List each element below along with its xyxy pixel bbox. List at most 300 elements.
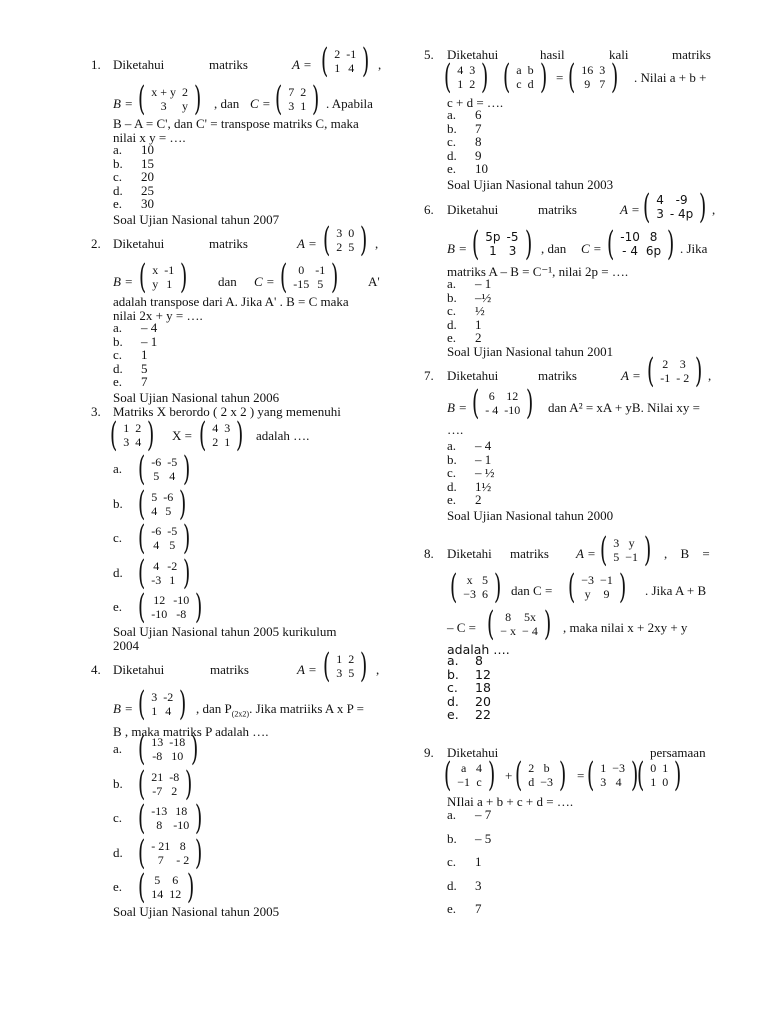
matrix-cell: 2 — [182, 85, 189, 99]
matrix-cell: -1 — [164, 263, 175, 277]
matrix-cell: -5 — [506, 230, 519, 244]
matrix-cell: 1 — [334, 61, 341, 75]
matrix-cell: 3 — [123, 435, 130, 449]
paren-right: ) — [183, 518, 191, 558]
paren-left: ( — [137, 763, 146, 804]
matrix-cell: − x — [500, 624, 517, 638]
option-value: 2 — [475, 492, 482, 508]
matrix-cell: 2 — [469, 77, 476, 91]
paren-left: ( — [198, 415, 207, 455]
word-jika: . Jika — [680, 241, 708, 256]
matrix-a — [640, 187, 710, 227]
matrix-cell: -13 — [151, 804, 168, 818]
paren-left: ( — [137, 867, 146, 907]
question-text-line: nilai x y = …. — [113, 130, 186, 145]
matrix-b — [136, 257, 191, 297]
matrix-cell: y — [628, 536, 635, 550]
option-letter: b. — [113, 333, 123, 349]
matrix-cell: -10 — [173, 818, 190, 832]
matrix-cell: b — [543, 761, 550, 775]
matrix-cell: d — [528, 775, 535, 789]
question-text-line: NIlai a + b + c + d = …. — [447, 794, 574, 809]
option-value: – 4 — [141, 320, 158, 335]
matrix-table — [454, 761, 485, 789]
paren-right: ) — [147, 415, 155, 455]
matrix-cell: 5 — [348, 666, 355, 680]
word-adalah: adalah …. — [256, 428, 310, 443]
question-number: 8. — [424, 546, 434, 561]
option — [447, 879, 482, 893]
matrix-cell: 1 — [600, 761, 607, 775]
matrix-2 — [500, 57, 550, 97]
comma: , — [712, 202, 716, 217]
paren-left: ( — [322, 646, 331, 686]
matrix-cell: -2 — [167, 558, 178, 573]
option-value: 8 — [475, 653, 483, 668]
option-matrix — [135, 832, 206, 873]
option-value: 8 — [475, 134, 482, 150]
paren-right: ) — [526, 383, 534, 423]
matrix-cell: −1 — [457, 775, 471, 789]
word-kali: kali — [609, 47, 629, 62]
paren-left: ( — [137, 552, 146, 593]
matrix-cell: −1 — [625, 550, 639, 564]
matrix-cell: 5 — [165, 503, 172, 518]
paren-left: ( — [137, 518, 146, 558]
paren-right: ) — [360, 646, 368, 686]
paren-left: ( — [502, 57, 511, 97]
matrix-cell: 14 — [151, 887, 164, 901]
matrix-cell: 8 — [505, 610, 512, 624]
matrix-table — [525, 761, 556, 789]
paren-right: ) — [488, 755, 496, 795]
matrix-1 — [441, 755, 498, 795]
word-diketahui: Diketahui — [447, 368, 499, 383]
option-letter: c. — [447, 854, 457, 869]
paren-right: ) — [559, 755, 567, 795]
option — [447, 832, 491, 846]
option — [447, 493, 482, 507]
option-letter: c. — [113, 810, 123, 825]
matrix-cell: 8 — [156, 818, 163, 832]
paren-right: ) — [195, 798, 203, 838]
option-matrix — [135, 449, 194, 489]
matrix-c-label: dan C = — [511, 583, 553, 598]
matrix-cell: 1 — [650, 775, 657, 789]
question-text-line: nilai 2x + y = …. — [113, 308, 203, 323]
matrix-cell: 3 — [151, 690, 158, 704]
option — [113, 763, 196, 804]
word-matriks: matriks — [538, 202, 577, 217]
option-value: – 5 — [475, 830, 492, 846]
matrix-cell: 1 — [662, 761, 669, 775]
paren-right: ) — [183, 552, 191, 593]
matrix-table — [148, 593, 192, 621]
matrix-a — [320, 220, 371, 260]
matrix-cell: 1 — [300, 99, 307, 113]
matrix-cell: 4 — [476, 761, 483, 775]
matrix-cell: -1 — [315, 263, 326, 277]
question-number: 1. — [91, 57, 101, 72]
word-diketahui: Diketahui — [113, 236, 165, 251]
option-value: 1 — [475, 316, 482, 332]
matrix-table — [513, 63, 536, 91]
word-apabila: . Apabila — [326, 96, 373, 111]
paren-right: ) — [631, 755, 639, 795]
matrix-cell: 1 — [169, 572, 176, 587]
question-text-line: Matriks X berordo ( 2 x 2 ) yang memenuhi — [113, 404, 341, 419]
matrix-cell: -5 — [167, 455, 178, 469]
matrix-cell: 2 — [336, 240, 343, 254]
option — [447, 162, 488, 176]
paren-right: ) — [236, 415, 244, 455]
matrix-right — [196, 415, 247, 455]
matrix-cell: 5p — [485, 230, 501, 244]
matrix-table — [148, 873, 184, 901]
option-value: –½ — [475, 289, 492, 305]
word-diketahui: Diketahui — [447, 202, 499, 217]
matrix-cell: y — [182, 99, 189, 113]
matrix-cell: 3 — [613, 536, 620, 550]
matrix-cell: 12 — [169, 887, 182, 901]
matrix-cell: 1 — [489, 244, 497, 258]
matrix-cell: 5 — [169, 538, 176, 552]
word-matriks: matriks — [538, 368, 577, 383]
matrix-cell: −3 — [540, 775, 554, 789]
matrix-cell: - 4p — [669, 207, 694, 221]
word-matriks: matriks — [210, 662, 249, 677]
option-letter: c. — [113, 169, 123, 185]
matrix-cell: 5 — [317, 277, 324, 291]
option-value: ½ — [475, 303, 485, 319]
matrix-table — [653, 193, 696, 221]
option-letter: d. — [447, 147, 457, 163]
matrix-cell: 8 — [179, 838, 186, 853]
paren-right: ) — [187, 867, 195, 907]
matrix-cell: c — [476, 775, 482, 789]
word-diketahi: Diketahi — [447, 546, 492, 561]
option-value: – 1 — [475, 276, 492, 291]
matrix-table — [333, 652, 357, 680]
option-value: 12 — [475, 666, 491, 682]
matrix-cell: 13 — [151, 735, 164, 749]
option-matrix — [135, 729, 202, 769]
option-letter: d. — [113, 564, 123, 580]
option-letter: c. — [447, 680, 458, 696]
option — [113, 518, 194, 558]
matrix-cell: -3 — [151, 572, 162, 587]
matrix-table — [148, 524, 180, 552]
matrix-cell: 9 — [603, 587, 610, 601]
matrix-a-label: A = — [292, 57, 312, 72]
paren-left: ( — [109, 415, 118, 455]
matrix-cell: -8 — [152, 749, 163, 763]
word-dan: , dan — [541, 241, 567, 256]
matrix-cell: 3 — [599, 63, 606, 77]
paren-right: ) — [667, 224, 675, 264]
option-value: 1 — [475, 854, 482, 869]
option-matrix — [135, 867, 198, 907]
matrix-table — [647, 761, 671, 789]
option-letter: c. — [447, 134, 457, 150]
matrix-cell: 0 — [298, 263, 305, 277]
option — [113, 197, 154, 211]
option-matrix — [135, 518, 194, 558]
option-letter: d. — [447, 478, 457, 494]
plus-sign: + — [505, 768, 513, 783]
matrix-cell: -2 — [163, 690, 174, 704]
matrix-c-label: C = — [581, 241, 602, 256]
option-value: 10 — [475, 161, 488, 177]
option-value: 7 — [475, 120, 482, 136]
question-text-line: adalah …. — [447, 642, 510, 657]
option-value: 7 — [475, 901, 482, 916]
matrix-b — [135, 79, 204, 119]
matrix-table — [148, 690, 176, 718]
paren-right: ) — [539, 57, 547, 97]
matrix-cell: 3 — [508, 244, 517, 258]
x-equals: X = — [172, 428, 192, 443]
matrix-table — [285, 85, 309, 113]
option — [113, 729, 202, 769]
matrix-c — [604, 224, 677, 264]
source-note: Soal Ujian Nasional tahun 2006 — [113, 390, 280, 405]
question-text-line: – C = — [447, 620, 477, 635]
matrix-a — [597, 530, 654, 570]
matrix-cell: 5 — [153, 469, 160, 483]
matrix-cell: 2 — [212, 435, 219, 449]
option-letter: b. — [113, 775, 123, 791]
option-matrix — [135, 587, 206, 627]
matrix-cell: −3 — [581, 573, 595, 587]
option-value: 20 — [141, 169, 154, 185]
comma: , — [376, 662, 380, 677]
matrix-cell: -10 — [504, 403, 521, 417]
equals-sign: = — [577, 768, 585, 783]
option — [447, 808, 491, 822]
option-letter: a. — [447, 276, 457, 291]
matrix-cell: c — [516, 77, 522, 91]
matrix-a-label: A = — [576, 546, 596, 561]
matrix-cell: - 4 — [485, 403, 499, 417]
paren-right: ) — [312, 79, 320, 119]
option-value: 2 — [475, 330, 482, 346]
option-letter: d. — [113, 360, 123, 376]
paren-right: ) — [185, 763, 193, 804]
option-letter: e. — [113, 599, 123, 614]
paren-left: ( — [137, 79, 146, 119]
matrix-cell: 7 — [599, 77, 606, 91]
option-letter: b. — [447, 289, 457, 305]
paren-right: ) — [618, 567, 627, 607]
matrix-cell: -9 — [675, 193, 688, 207]
paren-left: ( — [138, 257, 147, 297]
source-note: Soal Ujian Nasional tahun 2007 — [113, 212, 280, 227]
word-dan: dan — [218, 274, 237, 289]
matrix-table — [333, 226, 357, 254]
option — [447, 902, 482, 916]
matrix-left — [107, 415, 158, 455]
option-value: – 7 — [475, 807, 492, 822]
matrix-table — [460, 573, 491, 601]
matrix-table — [148, 559, 180, 587]
source-note: Soal Ujian Nasional tahun 2000 — [447, 508, 614, 523]
paren-left: ( — [279, 257, 288, 297]
source-note: Soal Ujian Nasional tahun 2005 kurikulum — [113, 624, 337, 639]
matrix-b — [447, 567, 504, 607]
matrix-table — [331, 47, 359, 75]
option-letter: b. — [447, 120, 457, 136]
option-value: 15 — [141, 155, 154, 171]
paren-right: ) — [674, 755, 682, 795]
source-note: Soal Ujian Nasional tahun 2005 — [113, 904, 280, 919]
source-note: Soal Ujian Nasional tahun 2001 — [447, 344, 614, 359]
paren-right: ) — [494, 567, 502, 607]
option-letter: e. — [447, 330, 457, 346]
matrix-cell: 5 — [348, 240, 355, 254]
matrix-result — [484, 604, 554, 644]
paren-right: ) — [481, 57, 489, 97]
word-diketahui: Diketahui — [447, 745, 499, 760]
matrix-b-label: , B = — [664, 546, 710, 561]
paren-left: ( — [320, 41, 329, 81]
word-diketahui: Diketahui — [113, 57, 165, 72]
question-number: 5. — [424, 47, 434, 62]
matrix-1 — [441, 57, 492, 97]
option — [447, 708, 491, 722]
matrix-cell: 5x — [523, 610, 536, 624]
matrix-table — [120, 421, 144, 449]
paren-right: ) — [191, 729, 199, 769]
word-persamaan: persamaan — [650, 745, 706, 760]
paren-right: ) — [695, 351, 703, 391]
matrix-cell: - 2 — [176, 852, 190, 867]
question-number: 7. — [424, 368, 434, 383]
matrix-table — [482, 389, 523, 417]
matrix-cell: 8 — [649, 230, 658, 244]
paren-left: ( — [599, 530, 608, 570]
word-matriks: matriks — [209, 236, 248, 251]
matrix-cell: 12 — [153, 593, 166, 607]
paren-left: ( — [646, 351, 655, 391]
paren-left: ( — [449, 567, 458, 607]
option-value: 5 — [141, 360, 148, 376]
matrix-cell: 3 — [288, 99, 295, 113]
option-letter: d. — [447, 877, 457, 893]
word-matriks: matriks — [209, 57, 248, 72]
matrix-cell: x — [466, 573, 473, 587]
paren-left: ( — [443, 755, 452, 795]
matrix-cell: 2 — [662, 357, 669, 371]
matrix-cell: 4 — [153, 538, 160, 552]
option-value: 22 — [475, 707, 491, 723]
paren-right: ) — [194, 79, 202, 119]
matrix-4 — [634, 755, 685, 795]
matrix-cell: -1 — [660, 371, 671, 385]
matrix-cell: 4 — [153, 558, 160, 573]
matrix-b-label: B = — [113, 96, 133, 111]
matrix-cell: 2 — [528, 761, 535, 775]
matrix-3 — [584, 755, 641, 795]
option-matrix — [135, 763, 196, 804]
matrix-table — [148, 455, 180, 483]
matrix-cell: 16 — [581, 63, 594, 77]
matrix-cell: 3 — [656, 207, 664, 221]
matrix-cell: 2 — [334, 47, 341, 61]
matrix-b-label: B = — [447, 241, 467, 256]
matrix-cell: - 21 — [151, 838, 171, 853]
matrix-cell: 1 — [123, 421, 130, 435]
comma: , — [708, 368, 712, 383]
paren-left: ( — [471, 383, 480, 423]
matrix-cell: 4 — [457, 63, 464, 77]
paren-right: ) — [331, 257, 339, 297]
matrix-cell: -8 — [176, 607, 187, 621]
matrix-cell: -7 — [152, 783, 163, 798]
matrix-table — [148, 490, 176, 518]
matrix-cell: -10 — [620, 230, 640, 244]
matrix-table — [578, 573, 616, 601]
option-letter: a. — [113, 320, 123, 335]
matrix-cell: -6 — [151, 455, 162, 469]
matrix-cell: 12 — [506, 389, 519, 403]
matrix-cell: 10 — [171, 749, 184, 763]
matrix-table — [148, 839, 192, 867]
matrix-cell: −3 — [463, 587, 477, 601]
matrix-b — [469, 383, 537, 423]
matrix-table — [657, 357, 692, 385]
paren-right: ) — [183, 449, 191, 489]
matrix-cell: 1 — [336, 652, 343, 666]
option — [447, 855, 482, 869]
matrix-cell: 3 — [336, 666, 343, 680]
a-prime: A' — [368, 274, 380, 289]
matrix-cell: 5 — [613, 550, 620, 564]
matrix-cell: -18 — [169, 735, 186, 749]
matrix-cell: a — [516, 63, 522, 77]
paren-left: ( — [606, 224, 615, 264]
matrix-cell: 2 — [300, 85, 307, 99]
matrix-cell: -10 — [151, 607, 168, 621]
matrix-cell: 4 — [135, 435, 142, 449]
paren-right: ) — [611, 57, 619, 97]
matrix-cell: 6 — [488, 389, 495, 403]
paren-left: ( — [486, 604, 495, 644]
option-letter: e. — [113, 374, 123, 390]
paren-left: ( — [137, 483, 146, 524]
matrix-2 — [512, 755, 569, 795]
matrix-table — [148, 85, 191, 113]
option-letter: e. — [113, 879, 123, 894]
matrix-cell: y — [584, 587, 591, 601]
option-letter: a. — [447, 807, 457, 822]
word-diketahui: Diketahui — [113, 662, 165, 677]
matrix-cell: b — [527, 63, 534, 77]
matrix-cell: 9 — [584, 77, 591, 91]
matrix-cell: x + y — [151, 85, 177, 99]
question-text-line: c + d = …. — [447, 95, 504, 110]
matrix-cell: 5 — [154, 873, 161, 887]
matrix-cell: 1 — [224, 435, 231, 449]
paren-right: ) — [179, 483, 187, 524]
paren-left: ( — [137, 832, 146, 873]
matrix-table — [597, 761, 628, 789]
matrix-cell: 6 — [172, 873, 179, 887]
matrix-cell: -6 — [163, 489, 174, 504]
matrix-table — [148, 770, 182, 798]
option-letter: b. — [447, 451, 457, 467]
matrix-cell: 3 — [600, 775, 607, 789]
